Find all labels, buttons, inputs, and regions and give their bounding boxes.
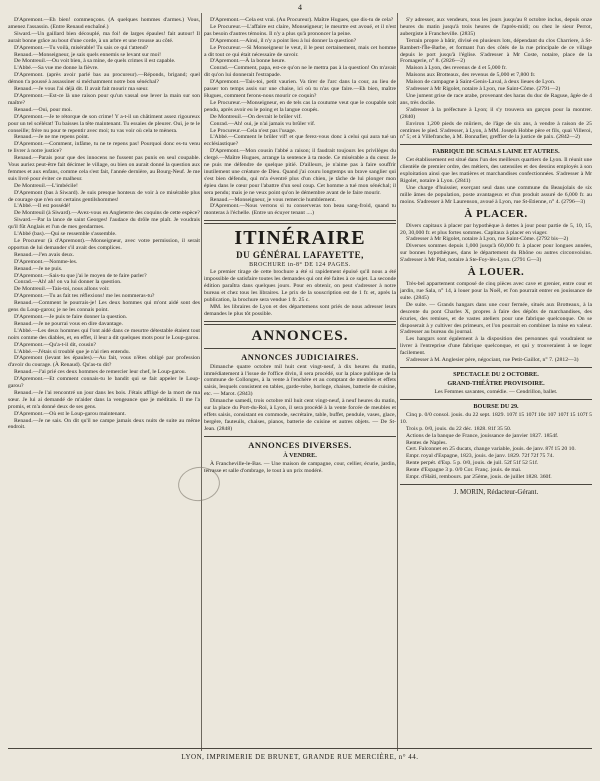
dialogue-line: L'Abbé.—Sa vue me donne la fièvre. (14, 65, 99, 72)
dialogue-line: Renaud.—Parais pour que des innocens ne fussent pas punis en seul coupable. Vous auriez peut-être fait décimer le village, ou bien on aurait donné la question aux femmes et aux enfans, comme cela s'est fait, l'année dernière, au Bourg-Neuf. Je me suis livré pour éviter ce malheur. (8, 155, 200, 182)
classified-ad: Environ 1,200 pieds de mûriers, de l'âge de six ans, à vendre à raison de 25 centimes le pied. S'adresser, à Lyon, à MM. Joseph Hobbe père et fils, quai Villeroi, n° 5; et à Villefranche, à M. Bonnafier, greffier de la justice de paix. (2842—2) (400, 120, 592, 141)
column-2 (204, 17, 396, 746)
dialogue-line: L'Abbé.—Il est possédé! (14, 203, 71, 210)
dialogue-line: D'Apremont.—Je te rétorque de son crime! Y a-t-il un châtiment assez rigoureux pour un tel scélérat! Tu baisses la tête maintenant. Tu essaies de pleurer. Oui, je te le conseille; frère nu pour te repentir avec moi; tu vas voir où cela te mènera. (8, 113, 200, 134)
dialogue-line: Renaud.—Monseigneur, je vous remercie humblement. (210, 196, 336, 203)
bourse-line: Rentes de Naples. (406, 439, 447, 446)
page-number: 4 (298, 3, 302, 12)
dialogue-line: D'Apremont.—Tu as fait tes réflexions! me les nommeras-tu? (14, 293, 155, 300)
dialogue-line: D'Apremont.—Ainsi, il n'y a point lieu à lui donner la question? (210, 37, 357, 44)
classified-ad: Une jument grise de race arabe, provenant des haras du duc de Raguse, âgée de 4 ans, très docile. (400, 92, 592, 106)
dialogue-line: Conrad.—Ah! ah! on va lui donner la question. (14, 279, 122, 286)
classified-ad: Maison à Lyon, des revenus de 4 et 5,000 fr. (406, 65, 507, 72)
column-rule (201, 13, 202, 751)
dialogue-line: D'Apremont.—Mon cousin l'abbé a raison; il faudrait toujours les privilèges du clergé.—Maître Hugues, arrange la sentence à ta mode. Ce misérable a du cœur. Je ne puis me défendre de quelque pitié. D'ailleurs, je n'aime pas à faire souffrir inutilement une créature de Dieu. Quand j'ai couru longtemps un brave sanglier qui s'est bien défendu, qui m'a éventré plus d'un chien, je tâche de lui plonger mon épieu dans le cœur pour l'abattre d'un seul coup. Cet homme a tué mon sénéchal; il sera pendu; mais je ne veux point qu'on le démembre avant de le faire mourir. (204, 148, 396, 196)
dialogue-line: D'Apremont.—Je puis te faire donner la question. (14, 313, 128, 320)
placer-body: Divers capitaux à placer par hypothèque à dettes à jour pour partie de 5, 10, 15, 20, 30,000 fr. et plus fortes sommes. Capitaux à placer en viager. (400, 222, 592, 236)
dialogue-line: Le Procureur (à d'Apremont).—Monseigneur, avec votre permission, il serait opportun de lui demander s'il avait des complices. (8, 238, 200, 251)
dialogue-line: D'Apremont.—Nomme-les. (14, 258, 78, 265)
louer-body: Très-bel appartement composé de cinq pièces avec cave et grenier, entre cour et jardin, rue Sala, n° 14, à louer pour la Noël, et l'on pourrait entrer en jouissance de suite. (2845) (400, 281, 592, 301)
judicial-notice: Dimanche quatre octobre mil huit cent vingt-neuf, à dix heures du matin, immédiatement à l'issue de l'office divin, il sera procédé, sur la place publique de la commune de Collonges, à la vente à l'enchère et au comptant de meubles et effets saisis, lesquels consistent en tables, garde-robe, horloge, chaises, batterie de cuisine, etc. — Marot. (2843) (204, 363, 396, 398)
column-rule (397, 13, 398, 751)
dialogue-line: Renaud.—Je ne sais. On dit qu'il ne campe jamais deux nuits de suite au même endroit. (8, 417, 200, 431)
divider (204, 220, 396, 224)
ad-note: MM. les libraires de Lyon et des départemens sont priés de nous adresser leurs demandes le plus tôt possible. (204, 303, 396, 317)
dialogue-line: D'Apremont.—Tu voilà, misérable! Tu sais ce qui t'attend? (14, 44, 149, 51)
dialogue-line: D'Apremont (levant les épaules).—Au fait, vous n'êtes obligé par profession d'avoir du courage. (À Renaud). Qu'as-tu dit? (8, 355, 200, 369)
dialogue-line: D'Apremont. (après avoir parlé bas au procureur).—Réponds, brigand; quel démon t'a poussé à assassiner si méchamment notre bon sénéchal? (8, 72, 200, 86)
dialogue-line: De Montreuil.—L'imbécile! (14, 182, 78, 189)
dialogue-line: D'Apremont.—Où est le Loup-garou maintenant. (14, 410, 126, 417)
judiciaires-title: ANNONCES JUDICIAIRES. (241, 351, 359, 362)
dialogue-line: D'Apremont.—Comment, infâme, tu ne te repens pas! Pourquoi donc es-tu venu te livrer à notre justice? (8, 141, 200, 155)
bourse-line: Cert. Falconnet en 25 ducats, change variable, jouis. de janv. 87f 15 20 10. (406, 446, 576, 453)
dialogue-line: Le Procureur.—Si Monseigneur le veut, il le peut certainement, mais cet homme a dit tout ce qui était nécessaire de savoir. (204, 44, 396, 58)
divider (400, 367, 592, 368)
classified-ads (400, 17, 592, 141)
dialogue-line: Le Procureur.—L'affaire est claire, Monseigneur; le meurtre est avoué, et il n'est pas besoin d'autres témoins. Il n'y a plus qu'à prononcer la peine. (204, 23, 396, 37)
diverses-body: À Francheville-le-Bas. — Une maison de campagne, cour, cellier, écurie, jardin, terrasse et salle d'ombrage, le tout à un prix modéré. (204, 460, 396, 474)
dialogue-line: D'Apremont.—Eh bien! commençons. (À quelques hommes d'armes.) Vous, amenez l'assassin. (Entre Renaud enchaîné.) (8, 17, 200, 30)
bourse-line: Actions de la banque de France, jouissance de janvier 1827. 1854f. (406, 432, 559, 439)
dialogue-line: Renaud.—Je vous l'ai déjà dit. Il avait fait mourir ma sœur. (14, 86, 149, 93)
dialogue-line: D'Apremont (bas à Siward). Je suis presque honteux de voir à ce misérable plus de courage que n'en ont certains gentilshommes! (8, 189, 200, 203)
signature: J. MORIN, Rédacteur-Gérant. (453, 487, 539, 496)
spectacle-title: SPECTACLE DU 2 OCTOBRE. (453, 370, 539, 378)
propriete-body: Une charge d'huissier, exerçant seul dans une commune du Beaujolais de six mille âmes de population, poste avantageux et d'un produit assuré de 6,000 fr. au moins. S'adresser à Mr Laurenson, avoué à Lyon, rue St-Etienne, n° 4. (2796—3) (400, 184, 592, 205)
dialogue-line: Renaud.—Je ne me repens point. (14, 134, 90, 141)
dialogue-line: Conrad.—Comment, papa, est-ce qu'on ne le mettra pas à la question! On m'avait dit qu'on lui donnerait l'estrapade. (204, 65, 396, 79)
bourse-line: Trois p. 0/0, jouis. du 22 déc. 1828. 81f 35 50. (406, 425, 512, 432)
classified-ad: Terrain propre à bâtir, divisé en plusieurs lots, dépendant du clos Charriere, à St-Rambert-l'Île-Barbe, et formant l'un des côtés de la rue principale de ce village depuis le port jusqu'à l'église. S'adresser à Mr Coste, notaire, place de la Fromagerie, n° 8. (2826—2) (400, 37, 592, 65)
imprint: LYON, IMPRIMERIE DE BRUNET, GRANDE RUE MERCIÈRE, n° 44. (181, 753, 419, 761)
dialogue-line: Renaud.—Comment le pourrais-je! Les deux hommes qui m'ont aidé sont des gens du Loup-garou; je ne les connais point. (8, 300, 200, 314)
louer-body-3: Les hangars sont également à la disposition des personnes qui voudraient se livrer à l'entreprise d'une fabrique quelconque, et qui y trouveraient à se loger facilement. (400, 336, 592, 357)
placer-contact: S'adresser à Mr Rigolet, notaire à Lyon, rue Saint-Côme. (2792 bis—2) (406, 236, 569, 243)
dialogue-line: De Montreuil.—Ou voit bien, à sa mine, de quels crimes il est capable. (14, 58, 176, 65)
dialogue-line: L'Abbé.—Les deux hommes qui l'ont aidé dans ce meurtre détestable étaient tout noirs comme des diables, et, en effet, il leur a dit quelques mots pour le Loup-garou. (8, 327, 200, 341)
divider (400, 399, 592, 400)
dialogue-line: De Montreuil.—On devrait le brûler vif. (210, 113, 302, 120)
dialogue-line: Renaud.—J'en avais deux. (14, 251, 75, 258)
bourse-line: Cinq p. 0/0 consol. jouis. du 22 sept. 1829. 107f 15 107f 10c 107 107f 15 107f 5 10. (400, 411, 592, 425)
judicial-notice: Dimanche samedi, trois octobre mil huit cent vingt-neuf, à neuf heures du matin, sur la place du Port-du-Roi, à Lyon, il sera procédé à la vente forcée de meubles et effets saisis, consistant en commode, secrétaire, table, buffet, pendule, vases, glace, bergère, fauteuils, chaises, pianos, batterie de cuisine et autres objets. — De St-Jean. (2848) (204, 398, 396, 432)
fabrique-title: FABRIQUE DE SCHALS LAINE ET AUTRES. (432, 148, 560, 156)
ad-body: Le premier tirage de cette brochure a été si rapidement épuisé qu'il nous a été impossible de satisfaire toutes les demandes qui ont été faites à ce sujet. La seconde édition paraîtra dans quelques jours. Pour en obtenir, on peut s'adresser à notre bureau et chez tous les libraires. Le prix de la souscription est de 1 fr. et, après la publication, la brochure sera vendue 1 fr. 25 c. (204, 269, 396, 303)
dialogue-line: Renaud.—Je ne pourrai vous en dire davantage. (14, 320, 123, 327)
classified-ad: S'adresser à Mr Rigolet, notaire à Lyon, rue Saint-Côme. (2791—2) (406, 86, 561, 93)
dialogue-line: L'Abbé.—J'étais si troublé que je n'ai rien entendu. (14, 348, 131, 355)
divider (400, 484, 592, 485)
dialogue-line: Siward.—Par la lance de saint Georges! l'audace du drôle me plaît. Je voudrais qu'il fût Anglais et l'un de mes gendarmes. (8, 217, 200, 231)
bourse-line: Empr. d'Haïti, rembours. par 25ème, jouis. de juillet 1828. 360f. (406, 474, 552, 481)
dialogue-line: De Montreuil (à Siward).—Avez-vous en Angleterre des coquins de cette espèce? (14, 210, 200, 217)
divider (204, 321, 396, 325)
dialogue-line: Siward.—Un gaillard bien découplé, ma foi! de larges épaules! fait autour! Il aurait bonne grâce au bout d'une corde, à un arbre et une trousse au côté. (8, 30, 200, 44)
column-3 (400, 17, 592, 746)
divider (204, 348, 396, 349)
judiciaires-body (204, 364, 396, 433)
diverses-title: ANNONCES DIVERSES. (248, 439, 352, 450)
theatre-title: GRAND-THÉÂTRE PROVISOIRE. (447, 379, 545, 387)
theatre-body: Les Femmes savantes, comédie. — Cendrillon, ballet. (434, 388, 558, 395)
ad-format: BROCHURE in-8° DE 124 PAGES. (249, 262, 351, 269)
divider (204, 436, 396, 437)
dialogue-line: D'Apremont.—Sais-tu que j'ai le moyen de te faire parler? (14, 272, 147, 279)
dialogue-line: D'Apremont.—Tais-toi, petit vaurien. Va tirer de l'arc dans la cour, au lieu de passer ton temps assis sur une chaise, ici où tu n'as que faire.—Eh bien, maître Hugues, comment ferons-nous mourir ce coquin? (204, 79, 396, 99)
louer-contact: S'adresser à M. Anglesier père, négociant, rue Petit-Gaillot, n° 7. (2812—3) (406, 357, 579, 364)
dialogue-line: Conrad.—Ah! oui, je n'ai jamais vu brûler vif. (210, 120, 316, 127)
dialogue-line: D'Apremont.—Et comment connais-tu le bandit qui se fait appeler le Loup-garou? (8, 376, 200, 390)
dialogue-line: D'Apremont.—Qu'a-t-il dit, cousin? (14, 341, 96, 348)
dialogue-line: D'Apremont.—À la bonne heure. (210, 58, 286, 65)
placer-body-2: Diverses sommes depuis 1,000 jusqu'à 60,000 fr. à placer pour longues années, sur bonnes hypothèques, dans le département du Rhône ou autres circonvoisins. S'adresser à Mr Piat, notaire à Ste-Foy-lès-Lyon. (2791 G—3) (400, 243, 592, 264)
louer-body-2: De suite. — Grands hangars dans une cour fermée, situés aux Brotteaux, à la descente du pont Charles X, propres à faire des dépôts de marchandises, des écuries, des remises, et de vastes ateliers pour une fabrique quelconque. On se disposerait à y cultiver des primeurs, et l'on pourrait en combiner la mise en valeur. S'adresser au bureau du journal. (400, 301, 592, 336)
dialogue-line: Renaud.—Monseigneur, je sais quels ennemis se levant sur moi! (14, 51, 161, 58)
classified-ad: S'adresser à la préfecture à Lyon; il s'y trouvera un garçon pour la montrer. (2840) (400, 106, 592, 120)
louer-title: À LOUER. (467, 266, 525, 279)
bourse-title: BOURSE DU 29. (473, 402, 519, 410)
dialogue-line: De Montreuil.—Tais-toi, nous allons voir. (14, 286, 110, 293)
ad-subtitle: DU GÉNÉRAL LAFAYETTE, (236, 250, 364, 261)
dialogue-line: D'Apremont.—Est-ce là une raison pour qu'un vassal ose lever la main sur son maître? (8, 92, 200, 106)
dialogue-line: Renaud.—J'ai prié ces deux hommes de remercier leur chef, le Loup-garou. (14, 369, 187, 376)
bourse-line: Rente perpét. d'Esp. 5 p. 0/0, jouis. de juil. 52f 51f 52 51f. (406, 460, 539, 467)
placer-title: À PLACER. (464, 207, 528, 220)
bourse-line: Rente d'Espagne 3 p. 0/0 Cor. Franç. jouis. de mai. (406, 467, 522, 474)
dialogue-line: D'Apremont.—Cela est vrai. (Au Procureur). Maître Hugues, que dis-tu de cela? (210, 17, 394, 23)
dialogue-line: Renaud.—Je l'ai rencontré un jour dans les bois. J'étais affligé de la mort de ma sœur. Je lui ai demandé de m'aider dans la vengeance que je méditais. Il me l'a promis, et m'a donné deux de ses gens. (8, 389, 200, 410)
annonces-title: ANNONCES. (251, 327, 349, 344)
vendre-title: À VENDRE. (283, 451, 317, 459)
dialogue-line: Le Procureur.—Monseigneur, en de tels cas la coutume veut que le coupable soit pendu, après avoir eu le poing et la langue coupés. (204, 99, 396, 113)
dialogue-line: Le Procureur.—Cela n'est pas l'usage. (210, 127, 297, 134)
dialogue-line: D'Apremont.—Nous verrons si tu conserveras ton beau sang-froid, quand tu monteras à l'échelle. (Entre un écuyer tenant ....) (204, 203, 396, 217)
classified-ad: S'y adresser, aux vendeurs, tous les jours jusqu'au 8 octobre inclus, depuis onze heures du matin jusqu'à trois heures de l'après-midi; ou chez le sieur Perrot, aubergiste à Francheville. (2835) (400, 17, 592, 37)
classified-ad: Maisons aux Brotteaux, des revenus de 5,000 et 7,800 fr. (406, 72, 536, 79)
classified-ad: Maison de campagne à Saint-Genis-Laval, à deux lieues de Lyon. (406, 79, 556, 86)
column-1 (8, 17, 200, 746)
dialogue-line: Renaud.—Je ne puis. (14, 265, 63, 272)
dialogue-text (204, 17, 396, 217)
dialogue-line: Renaud.—Oui, pour moi. (14, 106, 72, 113)
ad-title: ITINÉRAIRE (234, 227, 366, 250)
bourse-body (400, 412, 592, 481)
bourse-line: Empr. royal d'Espagne, 1823, jouis. de janv. 1829. 72f 72f 75 74. (406, 453, 554, 460)
footer-rule (8, 748, 592, 749)
dialogue-text (8, 17, 200, 431)
fabrique-body: Cet établissement est situé dans l'un des meilleurs quartiers de Lyon. Il réunit une clientèle de premier ordre, des métiers, des ustensiles et des dessins employés à son exploitation ainsi que les matières et marchandises confectionnées. S'adresser à Mr Rigolet, notaire à Lyon. (2841) (400, 157, 592, 185)
divider (400, 144, 592, 145)
dialogue-line: L'Abbé.—Comment le brûler vif! et que ferez-vous donc à celui qui aura tué un ecclésiastique? (204, 134, 396, 148)
dialogue-line: L'Abbé (bas).—Qui se ressemble s'assemble. (14, 231, 117, 238)
